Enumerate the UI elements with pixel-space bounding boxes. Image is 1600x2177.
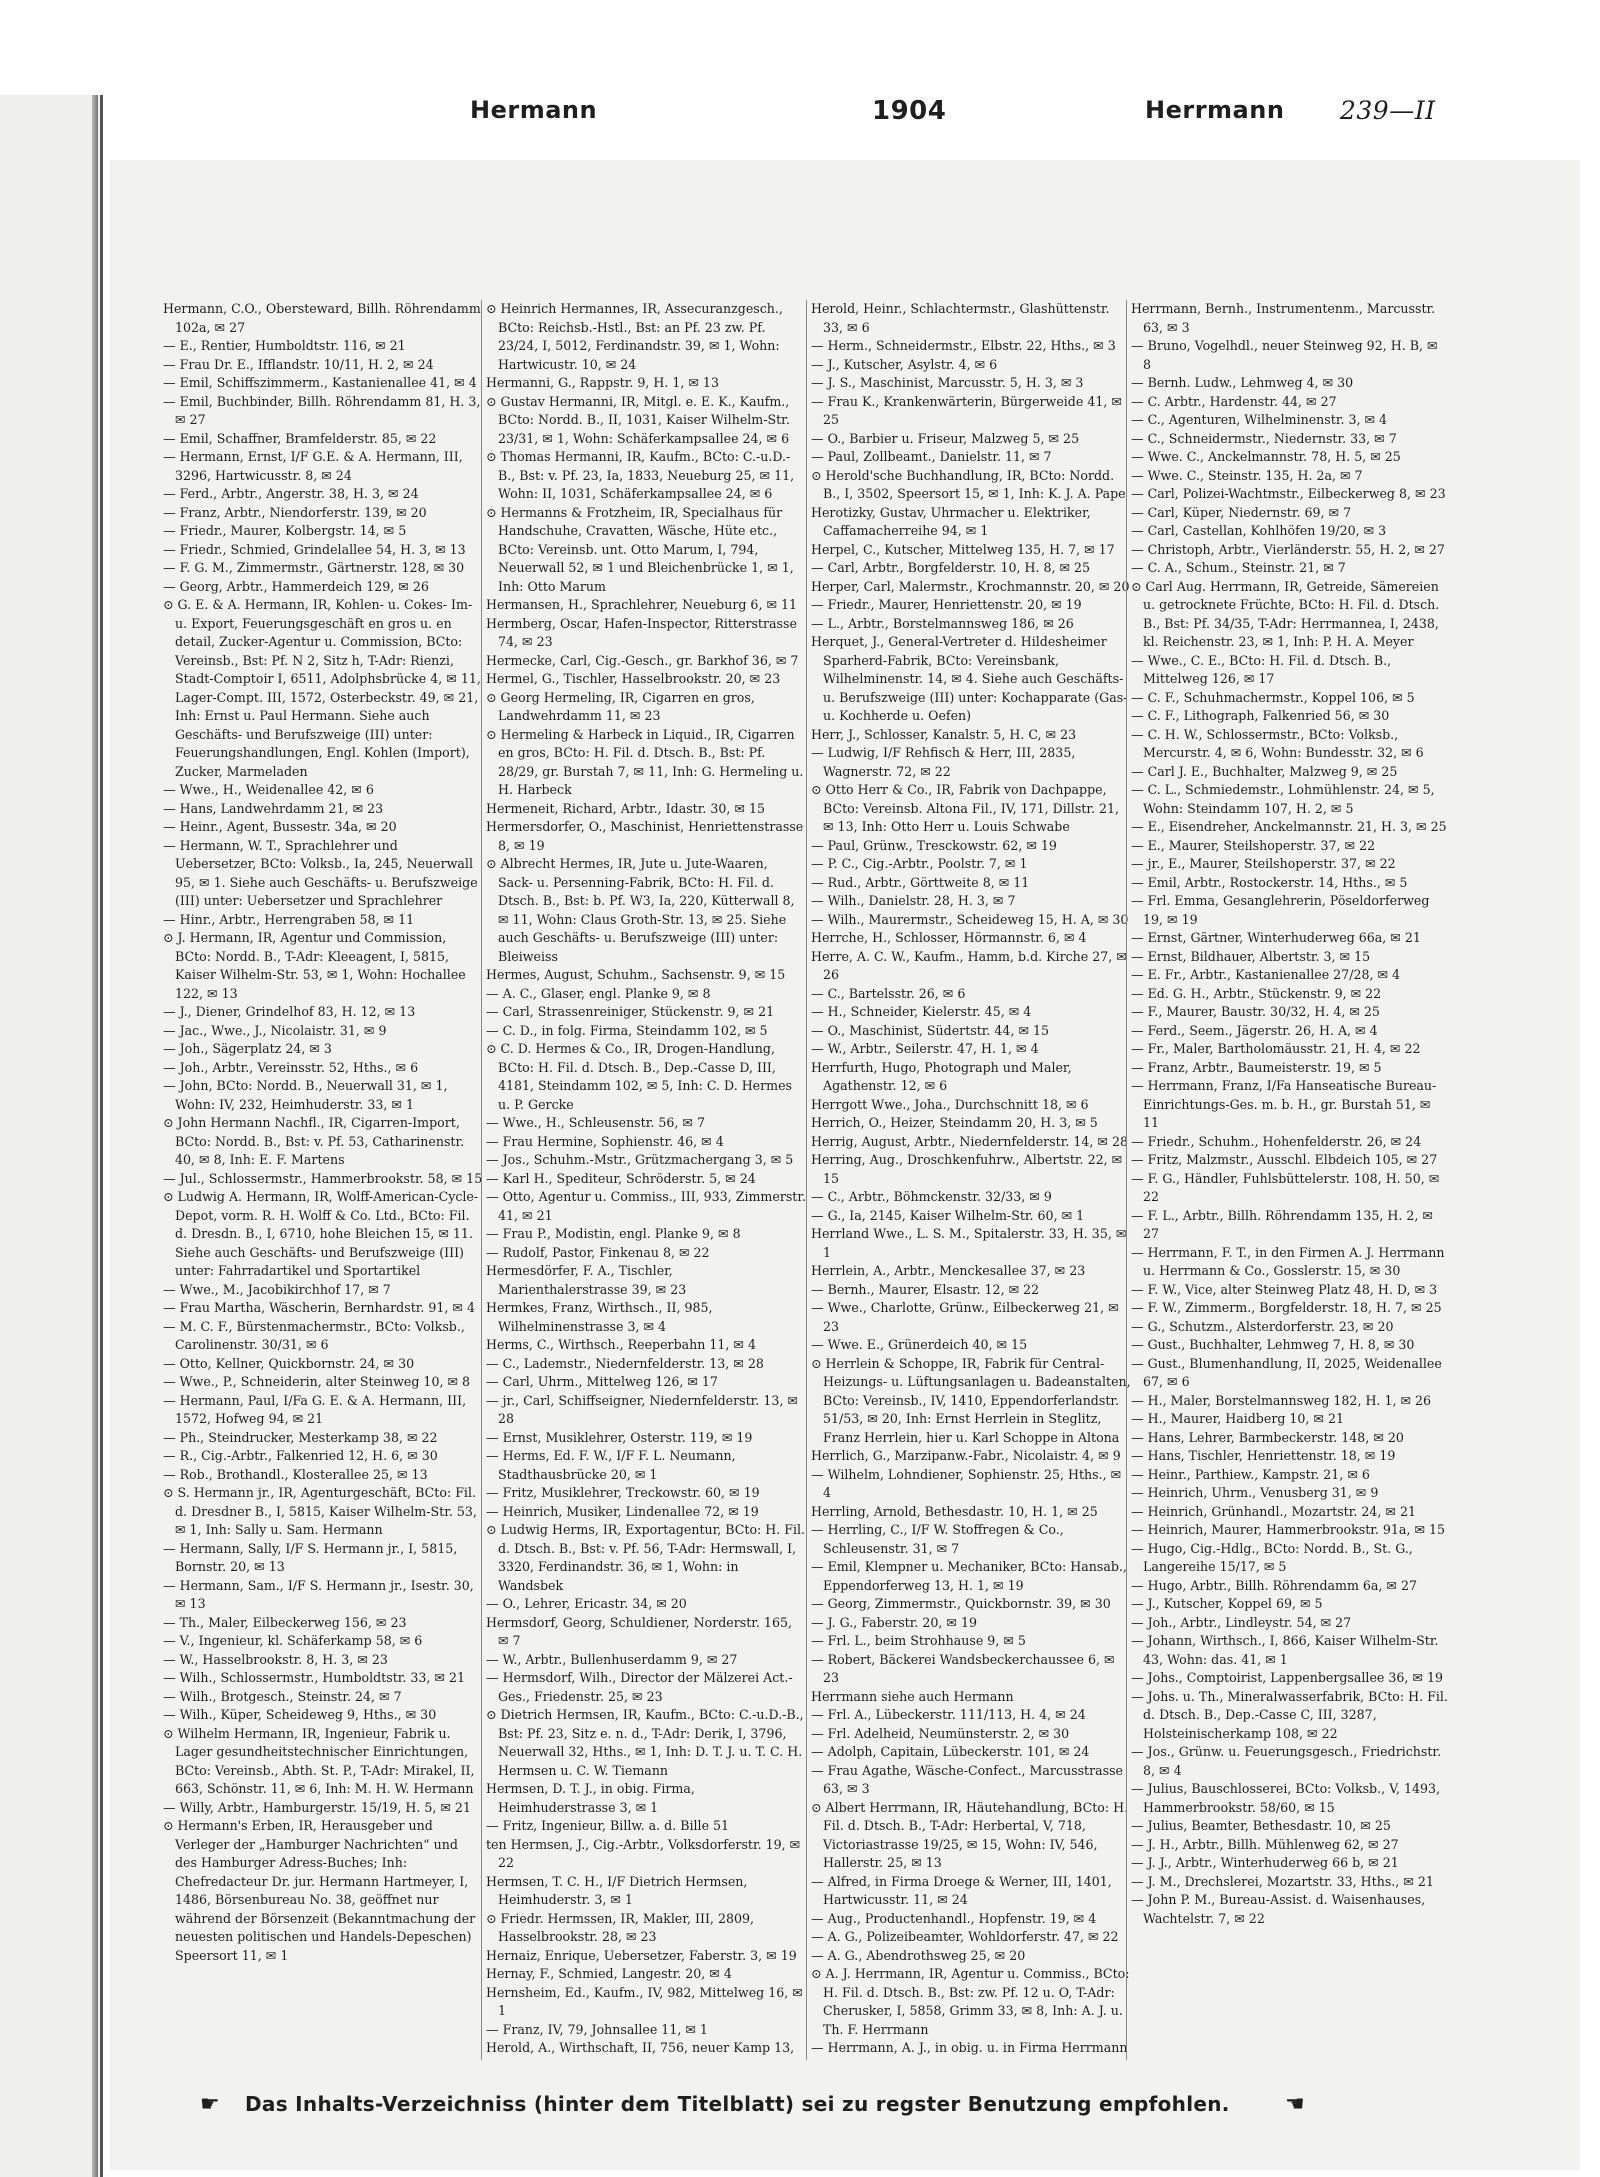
directory-entry: — Wwe., C. E., BCto: H. Fil. d. Dtsch. B., Mittelweg 126, ✉ 17 bbox=[1131, 652, 1392, 686]
directory-entry: — Herrmann, A. J., in obig. u. in Firma Herrmann bbox=[811, 2040, 1128, 2055]
directory-entry: — J. S., Maschinist, Marcusstr. 5, H. 3, ✉ 3 bbox=[811, 375, 1084, 390]
directory-entry: ⊙ J. Hermann, IR, Agentur und Commission, BCto: Nordd. B., T-Adr: Kleeagent, I, 5815, Kaiser Wilhelm-Str. 53, ✉ 1, Wohn: Hochallee 122, ✉ 13 bbox=[163, 930, 466, 1001]
directory-entry: — G., Schutzm., Alsterdorferstr. 23, ✉ 20 bbox=[1131, 1318, 1394, 1334]
directory-entry: ⊙ A. J. Herrmann, IR, Agentur u. Commiss., BCto: H. Fil. d. Dtsch. B., Bst: zw. Pf. 12 u. O, T-Adr: Cherusker, I, 5858, Grimm 33, ✉ 8, Inh: A. J. u. Th. F. Herrmann bbox=[811, 1966, 1130, 2037]
directory-entry: Hermsdorf, Georg, Schuldiener, Norderstr. 165, ✉ 7 bbox=[486, 1614, 792, 1648]
directory-entry: — J., Kutscher, Asylstr. 4, ✉ 6 bbox=[811, 356, 998, 372]
directory-entry: — Joh., Sägerplatz 24, ✉ 3 bbox=[163, 1041, 332, 1056]
directory-entry: — Hermann, W. T., Sprachlehrer und Uebersetzer, BCto: Volksb., Ia, 245, Neuerwall 95, ✉ 1. Siehe auch Geschäfts- u. Berufszweige (III) unter: Uebersetzer und Sprachlehrer bbox=[163, 837, 478, 908]
directory-entry: — jr., Carl, Schiffseigner, Niedernfelderstr. 13, ✉ 28 bbox=[486, 1392, 798, 1426]
directory-entry: — Fritz, Malzmstr., Ausschl. Elbdeich 105, ✉ 27 bbox=[1131, 1152, 1438, 1167]
directory-entry: ⊙ G. E. & A. Hermann, IR, Kohlen- u. Cokes- Im- u. Export, Feuerungsgeschäft en gros u. en detail, Zucker-Agentur u. Commission, BCto: Vereinsb., Bst: Pf. N 2, Sitz h, T-Adr: Rienzi, Stadt-Comptoir I, 6511, Adolphsbrücke 4, ✉ 11, Lager-Compt. III, 1572, Osterbeckstr. 49, ✉ 21, Inh: Ernst u. Paul Hermann. Siehe auch Geschäfts- und Berufszweige (III) unter: Feuerungshandlungen, Engl. Kohlen (Import), Zucker, Marmeladen bbox=[163, 597, 481, 779]
previous-page-edge bbox=[0, 95, 103, 2177]
directory-entry: — Wwe., M., Jacobikirchhof 17, ✉ 7 bbox=[163, 1281, 391, 1297]
directory-entry: — H., Schneider, Kielerstr. 45, ✉ 4 bbox=[811, 1004, 1032, 1019]
directory-entry: — Frl. L., beim Strohhause 9, ✉ 5 bbox=[811, 1633, 1026, 1648]
directory-entry: — O., Barbier u. Friseur, Malzweg 5, ✉ 25 bbox=[811, 430, 1080, 446]
directory-entry: — F., Maurer, Baustr. 30/32, H. 4, ✉ 25 bbox=[1131, 1004, 1380, 1019]
directory-entry: ⊙ Ludwig Herms, IR, Exportagentur, BCto: H. Fil. d. Dtsch. B., Bst: v. Pf. 56, T-Adr: Hermswall, I, 3320, Ferdinandstr. 36, ✉ 1, Wohn: in Wandsbek bbox=[486, 1522, 806, 1593]
directory-entry: — Herrmann, F. T., in den Firmen A. J. Herrmann u. Herrmann & Co., Gosslerstr. 15, ✉ 30 bbox=[1131, 1244, 1445, 1278]
directory-entry: — W., Arbtr., Seilerstr. 47, H. 1, ✉ 4 bbox=[811, 1041, 1039, 1056]
directory-entry: — Christoph, Arbtr., Vierländerstr. 55, H. 2, ✉ 27 bbox=[1131, 541, 1445, 557]
directory-entry: — John, BCto: Nordd. B., Neuerwall 31, ✉ 1, Wohn: IV, 232, Heimhuderstr. 33, ✉ 1 bbox=[163, 1078, 448, 1112]
directory-entry: — P. C., Cig.-Arbtr., Poolstr. 7, ✉ 1 bbox=[811, 856, 1028, 871]
directory-entry: — Friedr., Maurer, Kolbergstr. 14, ✉ 5 bbox=[163, 523, 407, 538]
footer-text: Das Inhalts-Verzeichniss (hinter dem Titelblatt) sei zu regster Benutzung empfohlen. bbox=[245, 2092, 1230, 2116]
directory-entry: Hermes, August, Schuhm., Sachsenstr. 9, ✉ 15 bbox=[486, 967, 786, 982]
directory-entry: — Jos., Grünw. u. Feuerungsgesch., Friedrichstr. 8, ✉ 4 bbox=[1131, 1744, 1442, 1778]
directory-entry: — Wilhelm, Lohndiener, Sophienstr. 25, Hths., ✉ 4 bbox=[811, 1466, 1122, 1500]
directory-entry: — C. Arbtr., Hardenstr. 44, ✉ 27 bbox=[1131, 393, 1337, 409]
directory-entry: Herper, Carl, Malermstr., Krochmannstr. 20, ✉ 20 bbox=[811, 578, 1130, 594]
directory-entry: — Ernst, Gärtner, Winterhuderweg 66a, ✉ 21 bbox=[1131, 930, 1421, 945]
directory-entry: — C., Arbtr., Böhmckenstr. 32/33, ✉ 9 bbox=[811, 1189, 1052, 1204]
directory-entry: — Heinrich, Grünhandl., Mozartstr. 24, ✉ 21 bbox=[1131, 1503, 1417, 1519]
directory-entry: — Friedr., Maurer, Henriettenstr. 20, ✉ 19 bbox=[811, 597, 1082, 612]
directory-entry: — H., Maler, Borstelmannsweg 182, H. 1, ✉ 26 bbox=[1131, 1392, 1432, 1408]
directory-entry: — C. F., Lithograph, Falkenried 56, ✉ 30 bbox=[1131, 708, 1390, 723]
pointing-hand-left-icon: ☚ bbox=[1285, 2092, 1305, 2117]
directory-entry: — Emil, Schiffszimmerm., Kastanienallee 41, ✉ 4 bbox=[163, 375, 477, 390]
directory-entry: — F. L., Arbtr., Billh. Röhrendamm 135, H. 2, ✉ 27 bbox=[1131, 1207, 1433, 1241]
directory-entry: Herquet, J., General-Vertreter d. Hildesheimer Sparherd-Fabrik, BCto: Vereinsbank, Wilhelminenstr. 14, ✉ 4. Siehe auch Geschäfts- u. Berufszweige (III) unter: Kochapparate (Gas- u. Kochherde u. Oefen) bbox=[811, 634, 1128, 723]
directory-entry: — Bernh. Ludw., Lehmweg 4, ✉ 30 bbox=[1131, 375, 1354, 390]
directory-entry: ⊙ Carl Aug. Herrmann, IR, Getreide, Sämereien u. getrocknete Früchte, BCto: H. Fil. d. Dtsch. B., Bst: Pf. 34/35, T-Adr: Herrmannea, I, 2438, kl. Reichenstr. 23, ✉ 1, Inh: P. H. A. Meyer bbox=[1131, 578, 1440, 649]
directory-entry: — C., Lademstr., Niedernfelderstr. 13, ✉ 28 bbox=[486, 1355, 764, 1371]
directory-entry: — Paul, Zollbeamt., Danielstr. 11, ✉ 7 bbox=[811, 449, 1052, 464]
directory-entry: — O., Lehrer, Ericastr. 34, ✉ 20 bbox=[486, 1596, 687, 1611]
directory-entry: — Hermann, Paul, I/Fa G. E. & A. Hermann, III, 1572, Hofweg 94, ✉ 21 bbox=[163, 1392, 467, 1426]
directory-entry: — Frau P., Modistin, engl. Planke 9, ✉ 8 bbox=[486, 1226, 741, 1241]
directory-entry: — Bruno, Vogelhdl., neuer Steinweg 92, H. B, ✉ 8 bbox=[1131, 338, 1438, 372]
directory-entry: — Gust., Buchhalter, Lehmweg 7, H. 8, ✉ 30 bbox=[1131, 1337, 1415, 1352]
directory-entry: — Ernst, Bildhauer, Albertstr. 3, ✉ 15 bbox=[1131, 948, 1371, 964]
header-left-keyword: Hermann bbox=[470, 96, 598, 124]
directory-entry: — Frl. A., Lübeckerstr. 111/113, H. 4, ✉ 24 bbox=[811, 1707, 1086, 1722]
directory-entry: — Frau K., Krankenwärterin, Bürgerweide 41, ✉ 25 bbox=[811, 393, 1122, 427]
directory-entry: — Hugo, Arbtr., Billh. Röhrendamm 6a, ✉ 27 bbox=[1131, 1577, 1418, 1593]
directory-entry: ⊙ C. D. Hermes & Co., IR, Drogen-Handlung, BCto: H. Fil. d. Dtsch. B., Dep.-Casse D, III, 4181, Steindamm 102, ✉ 5, Inh: C. D. Hermes u. P. Gercke bbox=[486, 1041, 793, 1112]
header-right-keyword: Herrmann bbox=[1145, 96, 1285, 124]
directory-entry: — Carl, Uhrm., Mittelweg 126, ✉ 17 bbox=[486, 1374, 718, 1389]
directory-entry: — John P. M., Bureau-Assist. d. Waisenhauses, Wachtelstr. 7, ✉ 22 bbox=[1131, 1892, 1426, 1926]
directory-entry: Hermanni, G., Rappstr. 9, H. 1, ✉ 13 bbox=[486, 375, 719, 390]
directory-entry: — Hugo, Cig.-Hdlg., BCto: Nordd. B., St. G., Langereihe 15/17, ✉ 5 bbox=[1131, 1540, 1413, 1574]
directory-entry: — Herms, Ed. F. W., I/F F. L. Neumann, Stadthausbrücke 20, ✉ 1 bbox=[486, 1448, 736, 1482]
directory-entry: — Herrling, C., I/F W. Stoffregen & Co., Schleusenstr. 31, ✉ 7 bbox=[811, 1522, 1064, 1556]
directory-entry: ⊙ Gustav Hermanni, IR, Mitgl. e. E. K., Kaufm., BCto: Nordd. B., II, 1031, Kaiser Wilhelm-Str. 23/31, ✉ 1, Wohn: Schäferkampsallee 24, ✉ 6 bbox=[486, 393, 790, 446]
directory-entry: — Adolph, Capitain, Lübeckerstr. 101, ✉ 24 bbox=[811, 1744, 1090, 1759]
directory-entry: ⊙ Friedr. Hermssen, IR, Makler, III, 2809, Hasselbrookstr. 28, ✉ 23 bbox=[486, 1910, 754, 1944]
directory-entry: — Jac., Wwe., J., Nicolaistr. 31, ✉ 9 bbox=[163, 1022, 387, 1038]
directory-entry: Herrig, August, Arbtr., Niedernfelderstr. 14, ✉ 28 bbox=[811, 1133, 1128, 1149]
directory-entry: — J. M., Drechslerei, Mozartstr. 33, Hths., ✉ 21 bbox=[1131, 1873, 1434, 1889]
directory-entry: — Franz, Arbtr., Niendorferstr. 139, ✉ 20 bbox=[163, 504, 427, 520]
directory-entry: Herotizky, Gustav, Uhrmacher u. Elektriker, Caffamacherreihe 94, ✉ 1 bbox=[811, 504, 1091, 538]
directory-entry: — Ernst, Musiklehrer, Osterstr. 119, ✉ 19 bbox=[486, 1429, 753, 1445]
directory-entry: — Willy, Arbtr., Hamburgerstr. 15/19, H. 5, ✉ 21 bbox=[163, 1799, 471, 1815]
directory-entry: — F. G. M., Zimmermstr., Gärtnerstr. 128, ✉ 30 bbox=[163, 560, 465, 575]
directory-entry: Hermersdorfer, O., Maschinist, Henriettenstrasse 8, ✉ 19 bbox=[486, 819, 804, 853]
directory-entry: — Otto, Agentur u. Commiss., III, 933, Zimmerstr. 41, ✉ 21 bbox=[486, 1189, 806, 1223]
directory-entry: — E. Fr., Arbtr., Kastanienallee 27/28, ✉ 4 bbox=[1131, 967, 1401, 982]
directory-entry: — Emil, Klempner u. Mechaniker, BCto: Hansab., Eppendorferweg 13, H. 1, ✉ 19 bbox=[811, 1559, 1127, 1593]
directory-entry: — Heinrich, Uhrm., Venusberg 31, ✉ 9 bbox=[1131, 1485, 1379, 1500]
directory-entry: ⊙ Heinrich Hermannes, IR, Assecuranzgesch., BCto: Reichsb.-Hstl., Bst: an Pf. 23 zw. Pf. 23/24, I, 5012, Ferdinandstr. 39, ✉ 1, Wohn: Hartwicustr. 10, ✉ 24 bbox=[486, 301, 783, 372]
directory-entry: — Joh., Arbtr., Lindleystr. 54, ✉ 27 bbox=[1131, 1614, 1352, 1630]
directory-entry: Herrmann, Bernh., Instrumentenm., Marcusstr. 63, ✉ 3 bbox=[1131, 301, 1436, 335]
directory-entry: ten Hermsen, J., Cig.-Arbtr., Volksdorferstr. 19, ✉ 22 bbox=[486, 1836, 801, 1870]
directory-entry: — E., Rentier, Humboldtstr. 116, ✉ 21 bbox=[163, 338, 406, 353]
directory-entry: Herold, Heinr., Schlachtermstr., Glashüttenstr. 33, ✉ 6 bbox=[811, 301, 1110, 335]
directory-entry: — C. H. W., Schlossermstr., BCto: Volksb., Mercurstr. 4, ✉ 6, Wohn: Bundesstr. 32, ✉ 6 bbox=[1131, 726, 1424, 760]
directory-entry: — W., Hasselbrookstr. 8, H. 3, ✉ 23 bbox=[163, 1651, 388, 1667]
directory-entry: — Wilh., Küper, Scheideweg 9, Hths., ✉ 30 bbox=[163, 1707, 437, 1722]
directory-entry: — J., Diener, Grindelhof 83, H. 12, ✉ 13 bbox=[163, 1004, 416, 1019]
directory-entry: — E., Eisendreher, Anckelmannstr. 21, H. 3, ✉ 25 bbox=[1131, 819, 1447, 834]
directory-entry: — Wilh., Danielstr. 28, H. 3, ✉ 7 bbox=[811, 893, 1016, 908]
directory-entry: — Wilh., Schlossermstr., Humboldtstr. 33, ✉ 21 bbox=[163, 1670, 466, 1685]
directory-entry: — Friedr., Schuhm., Hohenfelderstr. 26, ✉ 24 bbox=[1131, 1133, 1422, 1149]
directory-entry: — Fr., Maler, Bartholomäusstr. 21, H. 4, ✉ 22 bbox=[1131, 1041, 1421, 1056]
directory-entry: — Hermann, Sally, I/F S. Hermann jr., I, 5815, Bornstr. 20, ✉ 13 bbox=[163, 1540, 458, 1574]
directory-column-2 bbox=[481, 300, 806, 2060]
directory-entry: — O., Maschinist, Südertstr. 44, ✉ 15 bbox=[811, 1022, 1050, 1038]
directory-entry: — A. G., Polizeibeamter, Wohldorferstr. 47, ✉ 22 bbox=[811, 1929, 1119, 1944]
directory-entry: ⊙ Thomas Hermanni, IR, Kaufm., BCto: C.-u.D.-B., Bst: v. Pf. 23, Ia, 1833, Neueburg 25, ✉ 11, Wohn: II, 1031, Schäferkampsallee 24, ✉ 6 bbox=[486, 449, 795, 501]
directory-entry: — Rob., Brothandl., Klosterallee 25, ✉ 13 bbox=[163, 1466, 428, 1482]
directory-entry: — F. G., Händler, Fuhlsbüttelerstr. 108, H. 50, ✉ 22 bbox=[1131, 1170, 1440, 1204]
directory-entry: — Carl J. E., Buchhalter, Malzweg 9, ✉ 25 bbox=[1131, 763, 1398, 779]
directory-entry: — Frau Dr. E., Ifflandstr. 10/11, H. 2, ✉ 24 bbox=[163, 356, 434, 372]
directory-entry: — Wwe., H., Weidenallee 42, ✉ 6 bbox=[163, 782, 374, 797]
directory-entry: — Ferd., Seem., Jägerstr. 26, H. A, ✉ 4 bbox=[1131, 1022, 1378, 1038]
directory-entry: — Wwe., P., Schneiderin, alter Steinweg 10, ✉ 8 bbox=[163, 1374, 471, 1389]
directory-entry: — Gust., Blumenhandlung, II, 2025, Weidenallee 67, ✉ 6 bbox=[1131, 1355, 1442, 1389]
directory-entry: Herring, Aug., Droschkenfuhrw., Albertstr. 22, ✉ 15 bbox=[811, 1152, 1123, 1186]
header-year: 1904 bbox=[872, 96, 947, 126]
directory-entry: — Carl, Castellan, Kohlhöfen 19/20, ✉ 3 bbox=[1131, 523, 1387, 538]
directory-entry: — C., Schneidermstr., Niedernstr. 33, ✉ 7 bbox=[1131, 430, 1397, 446]
directory-entry: Hermann, C.O., Obersteward, Billh. Röhrendamm 102a, ✉ 27 bbox=[163, 301, 481, 335]
directory-entry: Hermeneit, Richard, Arbtr., Idastr. 30, ✉ 15 bbox=[486, 800, 765, 816]
directory-entry: — Ed. G. H., Arbtr., Stückenstr. 9, ✉ 22 bbox=[1131, 985, 1382, 1001]
directory-entry: — F. W., Vice, alter Steinweg Platz 48, H. D, ✉ 3 bbox=[1131, 1281, 1438, 1297]
directory-entry: — Wwe. C., Steinstr. 135, H. 2a, ✉ 7 bbox=[1131, 467, 1363, 483]
directory-entry: — Bernh., Maurer, Elsastr. 12, ✉ 22 bbox=[811, 1281, 1040, 1297]
directory-entry: — J. H., Arbtr., Billh. Mühlenweg 62, ✉ 27 bbox=[1131, 1836, 1399, 1852]
directory-entry: — C., Bartelsstr. 26, ✉ 6 bbox=[811, 985, 966, 1001]
directory-column-4 bbox=[1126, 300, 1449, 2060]
directory-entry: — C., Agenturen, Wilhelminenstr. 3, ✉ 4 bbox=[1131, 412, 1388, 427]
directory-entry: — Wwe. E., Grünerdeich 40, ✉ 15 bbox=[811, 1337, 1028, 1352]
directory-entry: — Wwe., Charlotte, Grünw., Eilbeckerweg 21, ✉ 23 bbox=[811, 1300, 1119, 1334]
directory-entry: — Frau Hermine, Sophienstr. 46, ✉ 4 bbox=[486, 1133, 724, 1149]
directory-entry: — Frl. Emma, Gesanglehrerin, Pöseldorferweg 19, ✉ 19 bbox=[1131, 893, 1430, 927]
directory-entry: — Friedr., Schmied, Grindelallee 54, H. 3, ✉ 13 bbox=[163, 541, 466, 557]
directory-entry: Herrlein, A., Arbtr., Menckesallee 37, ✉ 23 bbox=[811, 1263, 1086, 1278]
directory-entry: — Georg, Arbtr., Hammerdeich 129, ✉ 26 bbox=[163, 578, 429, 594]
directory-entry: — Jos., Schuhm.-Mstr., Grützmachergang 3, ✉ 5 bbox=[486, 1152, 794, 1167]
directory-column-1 bbox=[163, 300, 483, 2060]
directory-entry: Herold, A., Wirthschaft, II, 756, neuer Kamp 13, bbox=[486, 2040, 795, 2055]
directory-entry: — Herrmann, Franz, I/Fa Hanseatische Bureau-Einrichtungs-Ges. m. b. H., gr. Burstah 51, ✉ 11 bbox=[1131, 1078, 1437, 1130]
directory-entry: — Rudolf, Pastor, Finkenau 8, ✉ 22 bbox=[486, 1244, 710, 1260]
directory-entry: — Carl, Arbtr., Borgfelderstr. 10, H. 8, ✉ 25 bbox=[811, 560, 1091, 575]
directory-entry: ⊙ Hermanns & Frotzheim, IR, Specialhaus für Handschuhe, Cravatten, Wäsche, Hüte etc., BCto: Vereinsb. unt. Otto Marum, I, 794, Neuerwall 52, ✉ 1 und Bleichenbrücke 1, ✉ 1, Inh: Otto Marum bbox=[486, 504, 794, 594]
directory-entry: — jr., E., Maurer, Steilshoperstr. 37, ✉ 22 bbox=[1131, 856, 1396, 871]
directory-entry: Hermesdörfer, F. A., Tischler, Marienthalerstrasse 39, ✉ 23 bbox=[486, 1263, 687, 1297]
directory-entry: — Heinr., Parthiew., Kampstr. 21, ✉ 6 bbox=[1131, 1466, 1370, 1482]
directory-entry: ⊙ Herold'sche Buchhandlung, IR, BCto: Nordd. B., I, 3502, Speersort 15, ✉ 1, Inh: K. J. A. Pape bbox=[811, 467, 1126, 501]
directory-entry: — Hermsdorf, Wilh., Director der Mälzerei Act.-Ges., Friedenstr. 25, ✉ 23 bbox=[486, 1670, 793, 1704]
directory-entry: — Hans, Tischler, Henriettenstr. 18, ✉ 19 bbox=[1131, 1448, 1396, 1463]
directory-entry: Herr, J., Schlosser, Kanalstr. 5, H. C, ✉ 23 bbox=[811, 726, 1077, 742]
directory-entry: — Johs., Comptoirist, Lappenbergsallee 36, ✉ 19 bbox=[1131, 1670, 1443, 1685]
directory-column-3 bbox=[806, 300, 1131, 2060]
directory-entry: — L., Arbtr., Borstelmannsweg 186, ✉ 26 bbox=[811, 615, 1074, 631]
directory-entry: — Emil, Arbtr., Rostockerstr. 14, Hths., ✉ 5 bbox=[1131, 874, 1408, 890]
directory-entry: — Ph., Steindrucker, Mesterkamp 38, ✉ 22 bbox=[163, 1429, 438, 1445]
directory-entry: Hernsheim, Ed., Kaufm., IV, 982, Mittelweg 16, ✉ 1 bbox=[486, 1984, 803, 2018]
directory-entry: — C. L., Schmiedemstr., Lohmühlenstr. 24, ✉ 5, Wohn: Steindamm 107, H. 2, ✉ 5 bbox=[1131, 782, 1435, 816]
directory-entry: — Wwe. C., Anckelmannstr. 78, H. 5, ✉ 25 bbox=[1131, 449, 1401, 464]
directory-entry: — Emil, Schaffner, Bramfelderstr. 85, ✉ 22 bbox=[163, 430, 437, 446]
directory-entry: — H., Maurer, Haidberg 10, ✉ 21 bbox=[1131, 1411, 1345, 1426]
directory-entry: — J. J., Arbtr., Winterhuderweg 66 b, ✉ 21 bbox=[1131, 1855, 1399, 1870]
directory-entry: ⊙ S. Hermann jr., IR, Agenturgeschäft, BCto: Fil. d. Dresdner B., I, 5815, Kaiser Wilhelm-Str. 53, ✉ 1, Inh: Sally u. Sam. Hermann bbox=[163, 1485, 477, 1537]
directory-entry: ⊙ Dietrich Hermsen, IR, Kaufm., BCto: C.-u.D.-B., Bst: Pf. 23, Sitz e. n. d., T-Adr: Derik, I, 3796, Neuerwall 32, Hths., ✉ 1, Inh: D. T. J. u. T. C. H. Hermsen u. C. W. Tiemann bbox=[486, 1707, 804, 1778]
directory-entry: Hermsen, D. T. J., in obig. Firma, Heimhuderstrasse 3, ✉ 1 bbox=[486, 1781, 695, 1815]
directory-entry: — A. G., Abendrothsweg 25, ✉ 20 bbox=[811, 1947, 1026, 1963]
directory-entry: ⊙ John Hermann Nachfl., IR, Cigarren-Import, BCto: Nordd. B., Bst: v. Pf. 53, Catharinenstr. 40, ✉ 8, Inh: E. F. Martens bbox=[163, 1115, 465, 1167]
directory-entry: — Heinrich, Maurer, Hammerbrookstr. 91a, ✉ 15 bbox=[1131, 1522, 1446, 1537]
directory-entry: — Ludwig, I/F Rehfisch & Herr, III, 2835, Wagnerstr. 72, ✉ 22 bbox=[811, 745, 1076, 779]
directory-entry: — Frau Agathe, Wäsche-Confect., Marcusstrasse 63, ✉ 3 bbox=[811, 1762, 1124, 1796]
directory-entry: — Hans, Landwehrdamm 21, ✉ 23 bbox=[163, 800, 384, 816]
directory-entry: — G., Ia, 2145, Kaiser Wilhelm-Str. 60, ✉ 1 bbox=[811, 1207, 1085, 1223]
directory-entry: — Wilh., Brotgesch., Steinstr. 24, ✉ 7 bbox=[163, 1688, 402, 1704]
directory-entry: Herrmann siehe auch Hermann bbox=[811, 1688, 1014, 1704]
directory-entry: — Rud., Arbtr., Görttweite 8, ✉ 11 bbox=[811, 874, 1030, 890]
directory-entry: — Th., Maler, Eilbeckerweg 156, ✉ 23 bbox=[163, 1614, 407, 1630]
directory-entry: ⊙ Otto Herr & Co., IR, Fabrik von Dachpappe, BCto: Vereinsb. Altona Fil., IV, 171, Dillstr. 21, ✉ 13, Inh: Otto Herr u. Louis Schwabe bbox=[811, 782, 1120, 834]
directory-entry: — Julius, Bauschlosserei, BCto: Volksb., V, 1493, Hammerbrookstr. 58/60, ✉ 15 bbox=[1131, 1781, 1441, 1815]
directory-entry: Hernaiz, Enrique, Uebersetzer, Faberstr. 3, ✉ 19 bbox=[486, 1947, 797, 1963]
directory-entry: — Fritz, Ingenieur, Billw. a. d. Bille 51 bbox=[486, 1818, 730, 1833]
directory-entry: ⊙ Hermann's Erben, IR, Herausgeber und Verleger der „Hamburger Nachrichten“ und des Hamburger Adress-Buches; Inh: Chefredacteur Dr. jur. Hermann Hartmeyer, I, 1486, Börsenbureau No. 38, geöffnet nur während der Börsenzeit (Bekanntmachung der neuesten politischen und Handels-Depeschen) Speersort 11, ✉ 1 bbox=[163, 1818, 476, 1963]
directory-entry: — R., Cig.-Arbtr., Falkenried 12, H. 6, ✉ 30 bbox=[163, 1448, 438, 1463]
directory-entry: — Heinrich, Musiker, Lindenallee 72, ✉ 19 bbox=[486, 1503, 759, 1519]
page-number: 239—II bbox=[1340, 96, 1436, 125]
directory-entry: ⊙ Herrlein & Schoppe, IR, Fabrik für Central-Heizungs- u. Lüftungsanlagen u. Badeanstalten, BCto: Vereinsb., IV, 1410, Eppendorferlandstr. 51/53, ✉ 20, Inh: Ernst Herrlein in Steglitz, Franz Herrlein, hier u. Karl Schoppe in Altona bbox=[811, 1355, 1131, 1445]
directory-entry: — J., Kutscher, Koppel 69, ✉ 5 bbox=[1131, 1596, 1323, 1611]
directory-entry: — Alfred, in Firma Droege & Werner, III, 1401, Hartwicusstr. 11, ✉ 24 bbox=[811, 1873, 1112, 1907]
directory-entry: — Franz, Arbtr., Baumeisterstr. 19, ✉ 5 bbox=[1131, 1059, 1382, 1075]
directory-entry: ⊙ Wilhelm Hermann, IR, Ingenieur, Fabrik u. Lager gesundheitstechnischer Einrichtungen, BCto: Vereinsb., Abth. St. P., T-Adr: Mirakel, II, 663, Schönstr. 11, ✉ 6, Inh: M. H. W. Hermann bbox=[163, 1725, 475, 1796]
directory-entry: — Carl, Polizei-Wachtmstr., Eilbeckerweg 8, ✉ 23 bbox=[1131, 486, 1446, 501]
footer-notice bbox=[200, 2092, 1400, 2122]
directory-entry: ⊙ Albrecht Hermes, IR, Jute u. Jute-Waaren, Sack- u. Persenning-Fabrik, BCto: H. Fil. d. Dtsch. B., Bst: b. Pf. W3, Ia, 220, Kütterwall 8, ✉ 11, Wohn: Claus Groth-Str. 13, ✉ 25. Siehe auch Geschäfts- u. Berufszweige (III) unter: Bleiweiss bbox=[486, 856, 795, 964]
directory-entry: — Emil, Buchbinder, Billh. Röhrendamm 81, H. 3, ✉ 27 bbox=[163, 393, 481, 427]
directory-entry: Herms, C., Wirthsch., Reeperbahn 11, ✉ 4 bbox=[486, 1337, 756, 1352]
directory-entry: — F. W., Zimmerm., Borgfelderstr. 18, H. 7, ✉ 25 bbox=[1131, 1300, 1442, 1315]
pointing-hand-right-icon: ☛ bbox=[200, 2092, 220, 2117]
directory-entry: — Otto, Kellner, Quickbornstr. 24, ✉ 30 bbox=[163, 1355, 415, 1371]
directory-entry: — Frl. Adelheid, Neumünsterstr. 2, ✉ 30 bbox=[811, 1725, 1070, 1741]
directory-entry: — Hinr., Arbtr., Herrengraben 58, ✉ 11 bbox=[163, 911, 415, 927]
directory-entry: — Johann, Wirthsch., I, 866, Kaiser Wilhelm-Str. 43, Wohn: das. 41, ✉ 1 bbox=[1131, 1633, 1439, 1667]
directory-entry: — Carl, Küper, Niedernstr. 69, ✉ 7 bbox=[1131, 504, 1352, 520]
directory-entry: Herrlich, G., Marzipanw.-Fabr., Nicolaistr. 4, ✉ 9 bbox=[811, 1448, 1121, 1463]
directory-entry: Herrland Wwe., L. S. M., Spitalerstr. 33, H. 35, ✉ 1 bbox=[811, 1226, 1127, 1260]
directory-entry: Herpel, C., Kutscher, Mittelweg 135, H. 7, ✉ 17 bbox=[811, 541, 1115, 557]
directory-entry: — C. D., in folg. Firma, Steindamm 102, ✉ 5 bbox=[486, 1022, 768, 1038]
directory-entry: — Wilh., Maurermstr., Scheideweg 15, H. A, ✉ 30 bbox=[811, 911, 1129, 927]
directory-entry: Herrche, H., Schlosser, Hörmannstr. 6, ✉ 4 bbox=[811, 930, 1087, 945]
directory-entry: — C. F., Schuhmachermstr., Koppel 106, ✉ 5 bbox=[1131, 689, 1415, 705]
directory-entry: — Hermann, Sam., I/F S. Hermann jr., Isestr. 30, ✉ 13 bbox=[163, 1577, 474, 1611]
directory-entry: — Julius, Beamter, Bethesdastr. 10, ✉ 25 bbox=[1131, 1818, 1391, 1833]
directory-entry: Herrich, O., Heizer, Steindamm 20, H. 3, ✉ 5 bbox=[811, 1115, 1098, 1130]
directory-entry: — J. G., Faberstr. 20, ✉ 19 bbox=[811, 1614, 977, 1630]
directory-entry: — Wwe., H., Schleusenstr. 56, ✉ 7 bbox=[486, 1115, 705, 1130]
directory-entry: Hermel, G., Tischler, Hasselbrookstr. 20, ✉ 23 bbox=[486, 671, 781, 686]
book-gutter bbox=[92, 95, 98, 2177]
directory-entry: — Joh., Arbtr., Vereinsstr. 52, Hths., ✉ 6 bbox=[163, 1059, 419, 1075]
directory-entry: ⊙ Albert Herrmann, IR, Häutehandlung, BCto: H. Fil. d. Dtsch. B., T-Adr: Herbertal, V, 718, Victoriastrasse 19/25, ✉ 15, Wohn: IV, 546, Hallerstr. 25, ✉ 13 bbox=[811, 1799, 1129, 1870]
directory-entry: Hermberg, Oscar, Hafen-Inspector, Ritterstrasse 74, ✉ 23 bbox=[486, 615, 797, 649]
directory-entry: — Jul., Schlossermstr., Hammerbrookstr. 58, ✉ 15 bbox=[163, 1170, 483, 1186]
directory-entry: — Frau Martha, Wäscherin, Bernhardstr. 91, ✉ 4 bbox=[163, 1300, 475, 1315]
directory-entry: — Fritz, Musiklehrer, Treckowstr. 60, ✉ 19 bbox=[486, 1485, 760, 1500]
directory-entry: Herre, A. C. W., Kaufm., Hamm, b.d. Kirche 27, ✉ 26 bbox=[811, 948, 1127, 982]
directory-entry: Herrfurth, Hugo, Photograph und Maler, Agathenstr. 12, ✉ 6 bbox=[811, 1059, 1072, 1093]
directory-entry: — Georg, Zimmermstr., Quickbornstr. 39, ✉ 30 bbox=[811, 1596, 1111, 1611]
directory-entry: — V., Ingenieur, kl. Schäferkamp 58, ✉ 6 bbox=[163, 1633, 423, 1648]
directory-entry: — Robert, Bäckerei Wandsbeckerchaussee 6, ✉ 23 bbox=[811, 1651, 1115, 1685]
directory-entry: Herrling, Arnold, Bethesdastr. 10, H. 1, ✉ 25 bbox=[811, 1503, 1098, 1519]
directory-entry: — Heinr., Agent, Bussestr. 34a, ✉ 20 bbox=[163, 819, 397, 834]
directory-entry: — W., Arbtr., Bullenhuserdamm 9, ✉ 27 bbox=[486, 1651, 738, 1667]
directory-entry: — E., Maurer, Steilshoperstr. 37, ✉ 22 bbox=[1131, 837, 1376, 853]
directory-entry: — A. C., Glaser, engl. Planke 9, ✉ 8 bbox=[486, 985, 711, 1001]
directory-entry: Hernay, F., Schmied, Langestr. 20, ✉ 4 bbox=[486, 1966, 732, 1981]
directory-entry: Hermecke, Carl, Cig.-Gesch., gr. Barkhof 36, ✉ 7 bbox=[486, 652, 799, 668]
directory-entry: — C. A., Schum., Steinstr. 21, ✉ 7 bbox=[1131, 560, 1346, 575]
directory-entry: — M. C. F., Bürstenmachermstr., BCto: Volksb., Carolinenstr. 30/31, ✉ 6 bbox=[163, 1318, 465, 1352]
directory-entry: — Hans, Lehrer, Barmbeckerstr. 148, ✉ 20 bbox=[1131, 1429, 1404, 1445]
directory-entry: ⊙ Ludwig A. Hermann, IR, Wolff-American-Cycle-Depot, vorm. R. H. Wolff & Co. Ltd., BCto: Fil. d. Dresdn. B., I, 6710, hohe Bleichen 15, ✉ 11. Siehe auch Geschäfts- und Berufszweige (III) unter: Fahrradartikel und Sportartikel bbox=[163, 1189, 479, 1278]
directory-entry: ⊙ Hermeling & Harbeck in Liquid., IR, Cigarren en gros, BCto: H. Fil. d. Dtsch. B., Bst: Pf. 28/29, gr. Burstah 7, ✉ 11, Inh: G. Hermeling u. H. Harbeck bbox=[486, 726, 804, 797]
directory-entry: — Carl, Strassenreiniger, Stückenstr. 9, ✉ 21 bbox=[486, 1004, 775, 1019]
directory-entry: — Ferd., Arbtr., Angerstr. 38, H. 3, ✉ 24 bbox=[163, 486, 419, 501]
directory-entry: — Karl H., Spediteur, Schröderstr. 5, ✉ 24 bbox=[486, 1170, 756, 1186]
running-header bbox=[160, 96, 1450, 136]
directory-entry: — Herm., Schneidermstr., Elbstr. 22, Hths., ✉ 3 bbox=[811, 338, 1116, 353]
directory-entry: — Aug., Productenhandl., Hopfenstr. 19, ✉ 4 bbox=[811, 1910, 1097, 1926]
directory-entry: — Hermann, Ernst, I/F G.E. & A. Hermann, III, 3296, Hartwicusstr. 8, ✉ 24 bbox=[163, 449, 463, 483]
directory-entry: Herrgott Wwe., Joha., Durchschnitt 18, ✉ 6 bbox=[811, 1096, 1089, 1112]
directory-entry: — Paul, Grünw., Tresckowstr. 62, ✉ 19 bbox=[811, 837, 1057, 853]
directory-entry: Hermsen, T. C. H., I/F Dietrich Hermsen, Heimhuderstr. 3, ✉ 1 bbox=[486, 1873, 748, 1907]
directory-entry: — Franz, IV, 79, Johnsallee 11, ✉ 1 bbox=[486, 2021, 708, 2037]
directory-entry: ⊙ Georg Hermeling, IR, Cigarren en gros, Landwehrdamm 11, ✉ 23 bbox=[486, 689, 755, 723]
directory-entry: Hermkes, Franz, Wirthsch., II, 985, Wilhelminenstrasse 3, ✉ 4 bbox=[486, 1300, 713, 1334]
directory-entry: — Johs. u. Th., Mineralwasserfabrik, BCto: H. Fil. d. Dtsch. B., Dep.-Casse C, III, 3287, Holsteinischerkamp 108, ✉ 22 bbox=[1131, 1688, 1448, 1741]
directory-entry: Hermansen, H., Sprachlehrer, Neueburg 6, ✉ 11 bbox=[486, 597, 798, 612]
